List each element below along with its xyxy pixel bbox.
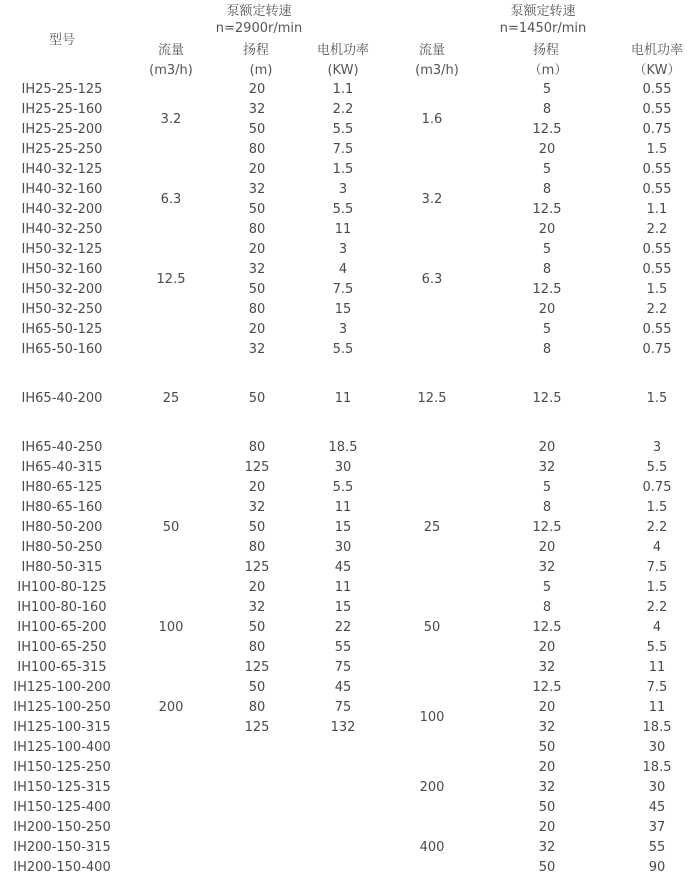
cell-b-power: 0.55 [642, 322, 672, 337]
cell-model: IH100-65-250 [17, 640, 107, 655]
cell-a-power: 5.5 [332, 122, 354, 137]
cell-b-power: 1.5 [646, 580, 668, 595]
cell-a-head: 125 [244, 560, 270, 575]
cell-model: IH25-25-200 [21, 122, 103, 137]
cell-model: IH200-150-250 [13, 820, 111, 835]
cell-a-power: 1.1 [332, 82, 354, 97]
cell-a-power: 4 [338, 262, 348, 277]
cell-model: IH65-40-250 [21, 440, 103, 455]
cell-a-head: 50 [248, 202, 266, 217]
cell-a-head: 32 [248, 600, 266, 615]
cell-a-head: 32 [248, 262, 266, 277]
cell-a-power: 11 [334, 500, 352, 515]
cell-a-head: 125 [244, 660, 270, 675]
cell-b-head: 8 [542, 102, 552, 117]
cell-a-power: 18.5 [328, 440, 358, 455]
cell-a-power: 30 [334, 540, 352, 555]
cell-b-head: 20 [538, 440, 556, 455]
cell-b-head: 20 [538, 540, 556, 555]
cell-b-head: 50 [538, 740, 556, 755]
cell-a-flow: 200 [158, 700, 184, 715]
cell-model: IH40-32-250 [21, 222, 103, 237]
cell-b-head: 20 [538, 820, 556, 835]
cell-b-head: 20 [538, 700, 556, 715]
cell-model: IH125-100-315 [13, 720, 111, 735]
cell-a-power: 5.5 [332, 480, 354, 495]
cell-b-power: 30 [648, 780, 666, 795]
cell-model: IH40-32-125 [21, 162, 103, 177]
cell-b-head: 8 [542, 262, 552, 277]
cell-a-head: 20 [248, 82, 266, 97]
cell-b-head: 5 [542, 480, 552, 495]
cell-model: IH100-65-315 [17, 660, 107, 675]
cell-model: IH100-80-125 [17, 580, 107, 595]
cell-b-power: 7.5 [646, 560, 668, 575]
cell-b-power: 0.55 [642, 82, 672, 97]
cell-a-power: 75 [334, 660, 352, 675]
cell-b-head: 32 [538, 660, 556, 675]
cell-b-flow: 3.2 [421, 192, 443, 207]
cell-b-power: 1.5 [646, 391, 668, 406]
cell-a-power: 2.2 [332, 102, 354, 117]
cell-b-head: 8 [542, 500, 552, 515]
cell-b-power: 0.55 [642, 162, 672, 177]
cell-b-head: 12.5 [532, 122, 562, 137]
cell-b-power: 0.75 [642, 480, 672, 495]
cell-a-flow: 12.5 [156, 272, 186, 287]
cell-a-head: 20 [248, 242, 266, 257]
cell-model: IH150-125-400 [13, 800, 111, 815]
cell-b-head: 20 [538, 640, 556, 655]
cell-model: IH125-100-250 [13, 700, 111, 715]
header-a-head-unit: (m) [249, 63, 273, 78]
cell-a-head: 80 [248, 540, 266, 555]
speed-title-1450: 泵额定转速 [510, 4, 576, 19]
cell-b-head: 8 [542, 182, 552, 197]
cell-model: IH125-100-400 [13, 740, 111, 755]
cell-b-flow: 200 [419, 780, 445, 795]
cell-a-power: 45 [334, 560, 352, 575]
cell-model: IH65-50-160 [21, 342, 103, 357]
cell-b-power: 2.2 [646, 302, 668, 317]
cell-model: IH80-50-250 [21, 540, 103, 555]
cell-a-head: 50 [248, 282, 266, 297]
cell-model: IH25-25-125 [21, 82, 103, 97]
cell-b-head: 32 [538, 780, 556, 795]
cell-b-power: 55 [648, 840, 666, 855]
cell-a-power: 75 [334, 700, 352, 715]
cell-b-power: 90 [648, 860, 666, 875]
cell-a-power: 22 [334, 620, 352, 635]
cell-b-power: 0.55 [642, 262, 672, 277]
cell-model: IH125-100-200 [13, 680, 111, 695]
cell-b-head: 12.5 [532, 520, 562, 535]
cell-a-power: 11 [334, 391, 352, 406]
cell-b-power: 37 [648, 820, 666, 835]
header-model: 型号 [48, 33, 76, 48]
cell-a-head: 125 [244, 720, 270, 735]
cell-a-head: 80 [248, 700, 266, 715]
cell-model: IH80-50-200 [21, 520, 103, 535]
cell-b-power: 45 [648, 800, 666, 815]
cell-a-head: 50 [248, 391, 266, 406]
cell-model: IH40-32-160 [21, 182, 103, 197]
cell-model: IH200-150-400 [13, 860, 111, 875]
cell-a-power: 132 [330, 720, 356, 735]
cell-a-head: 20 [248, 162, 266, 177]
cell-a-power: 15 [334, 520, 352, 535]
cell-b-head: 12.5 [532, 282, 562, 297]
cell-b-head: 20 [538, 142, 556, 157]
cell-b-flow: 50 [423, 620, 441, 635]
cell-b-head: 12.5 [532, 680, 562, 695]
header-b-flow-unit: (m3/h) [415, 63, 459, 78]
cell-a-power: 1.5 [332, 162, 354, 177]
cell-model: IH65-50-125 [21, 322, 103, 337]
cell-model: IH50-32-125 [21, 242, 103, 257]
cell-a-power: 15 [334, 600, 352, 615]
cell-a-head: 32 [248, 500, 266, 515]
cell-model: IH50-32-200 [21, 282, 103, 297]
header-b-head: 扬程 [532, 43, 560, 58]
cell-b-head: 5 [542, 162, 552, 177]
cell-b-flow: 100 [419, 710, 445, 725]
cell-model: IH40-32-200 [21, 202, 103, 217]
cell-a-head: 32 [248, 102, 266, 117]
cell-a-power: 5.5 [332, 202, 354, 217]
cell-b-power: 1.5 [646, 500, 668, 515]
cell-b-power: 2.2 [646, 600, 668, 615]
cell-b-power: 2.2 [646, 222, 668, 237]
cell-a-head: 80 [248, 640, 266, 655]
cell-b-power: 1.5 [646, 282, 668, 297]
cell-b-flow: 12.5 [417, 391, 447, 406]
cell-b-power: 18.5 [642, 720, 672, 735]
cell-a-head: 20 [248, 580, 266, 595]
cell-a-flow: 50 [162, 520, 180, 535]
header-b-power: 电机功率 [630, 43, 684, 58]
cell-a-head: 32 [248, 342, 266, 357]
cell-b-power: 7.5 [646, 680, 668, 695]
cell-model: IH80-65-160 [21, 500, 103, 515]
cell-b-head: 32 [538, 460, 556, 475]
cell-b-head: 5 [542, 322, 552, 337]
cell-a-head: 50 [248, 122, 266, 137]
cell-a-flow: 25 [162, 391, 180, 406]
cell-model: IH80-50-315 [21, 560, 103, 575]
cell-a-power: 7.5 [332, 282, 354, 297]
cell-a-power: 15 [334, 302, 352, 317]
cell-model: IH80-65-125 [21, 480, 103, 495]
cell-b-power: 4 [652, 620, 662, 635]
cell-a-head: 20 [248, 322, 266, 337]
cell-b-head: 8 [542, 600, 552, 615]
cell-a-power: 3 [338, 322, 348, 337]
cell-b-power: 11 [648, 660, 666, 675]
cell-a-head: 50 [248, 680, 266, 695]
cell-b-head: 20 [538, 760, 556, 775]
cell-a-power: 45 [334, 680, 352, 695]
cell-a-head: 50 [248, 620, 266, 635]
speed-title-2900: 泵额定转速 [226, 4, 292, 19]
cell-b-flow: 25 [423, 520, 441, 535]
speed-2900: n=2900r/min [215, 21, 303, 36]
cell-a-power: 3 [338, 242, 348, 257]
cell-b-power: 18.5 [642, 760, 672, 775]
header-a-flow-unit: (m3/h) [149, 63, 193, 78]
cell-model: IH100-80-160 [17, 600, 107, 615]
cell-b-head: 32 [538, 720, 556, 735]
cell-model: IH100-65-200 [17, 620, 107, 635]
cell-a-flow: 100 [158, 620, 184, 635]
cell-b-power: 4 [652, 540, 662, 555]
header-b-flow: 流量 [418, 43, 446, 58]
cell-b-head: 8 [542, 342, 552, 357]
cell-b-head: 20 [538, 302, 556, 317]
speed-1450: n=1450r/min [499, 21, 587, 36]
cell-a-flow: 3.2 [160, 112, 182, 127]
cell-b-head: 5 [542, 82, 552, 97]
cell-b-power: 5.5 [646, 460, 668, 475]
header-b-head-unit: （m） [528, 63, 568, 78]
header-b-power-unit: （KW） [633, 63, 681, 78]
cell-b-power: 0.55 [642, 102, 672, 117]
cell-a-power: 11 [334, 222, 352, 237]
cell-b-power: 0.75 [642, 342, 672, 357]
cell-a-head: 80 [248, 302, 266, 317]
cell-b-head: 32 [538, 560, 556, 575]
cell-a-flow: 6.3 [160, 192, 182, 207]
cell-b-power: 11 [648, 700, 666, 715]
cell-b-head: 5 [542, 580, 552, 595]
cell-a-power: 11 [334, 580, 352, 595]
cell-model: IH50-32-160 [21, 262, 103, 277]
cell-b-flow: 400 [419, 840, 445, 855]
cell-model: IH25-25-160 [21, 102, 103, 117]
cell-b-head: 5 [542, 242, 552, 257]
cell-b-head: 12.5 [532, 391, 562, 406]
cell-a-power: 3 [338, 182, 348, 197]
cell-model: IH65-40-200 [21, 391, 103, 406]
cell-b-head: 50 [538, 800, 556, 815]
header-a-power-unit: (KW) [327, 63, 359, 78]
cell-b-power: 2.2 [646, 520, 668, 535]
cell-model: IH50-32-250 [21, 302, 103, 317]
header-a-head: 扬程 [242, 43, 270, 58]
cell-a-head: 50 [248, 520, 266, 535]
cell-b-head: 12.5 [532, 620, 562, 635]
cell-b-power: 1.1 [646, 202, 668, 217]
cell-model: IH200-150-315 [13, 840, 111, 855]
cell-b-head: 32 [538, 840, 556, 855]
cell-b-flow: 6.3 [421, 272, 443, 287]
cell-b-power: 30 [648, 740, 666, 755]
header-a-flow: 流量 [157, 43, 185, 58]
cell-b-power: 0.55 [642, 182, 672, 197]
cell-b-head: 12.5 [532, 202, 562, 217]
cell-b-head: 20 [538, 222, 556, 237]
cell-b-flow: 1.6 [421, 112, 443, 127]
cell-model: IH150-125-315 [13, 780, 111, 795]
header-a-power: 电机功率 [316, 43, 370, 58]
cell-a-head: 20 [248, 480, 266, 495]
cell-a-head: 80 [248, 440, 266, 455]
cell-a-power: 5.5 [332, 342, 354, 357]
cell-model: IH150-125-250 [13, 760, 111, 775]
cell-a-head: 32 [248, 182, 266, 197]
cell-b-power: 0.55 [642, 242, 672, 257]
cell-a-power: 30 [334, 460, 352, 475]
cell-a-power: 55 [334, 640, 352, 655]
cell-b-power: 3 [652, 440, 662, 455]
cell-a-head: 80 [248, 222, 266, 237]
cell-a-head: 80 [248, 142, 266, 157]
cell-b-power: 5.5 [646, 640, 668, 655]
cell-a-head: 125 [244, 460, 270, 475]
cell-b-power: 0.75 [642, 122, 672, 137]
cell-model: IH65-40-315 [21, 460, 103, 475]
cell-model: IH25-25-250 [21, 142, 103, 157]
cell-b-head: 50 [538, 860, 556, 875]
cell-a-power: 7.5 [332, 142, 354, 157]
cell-b-power: 1.5 [646, 142, 668, 157]
